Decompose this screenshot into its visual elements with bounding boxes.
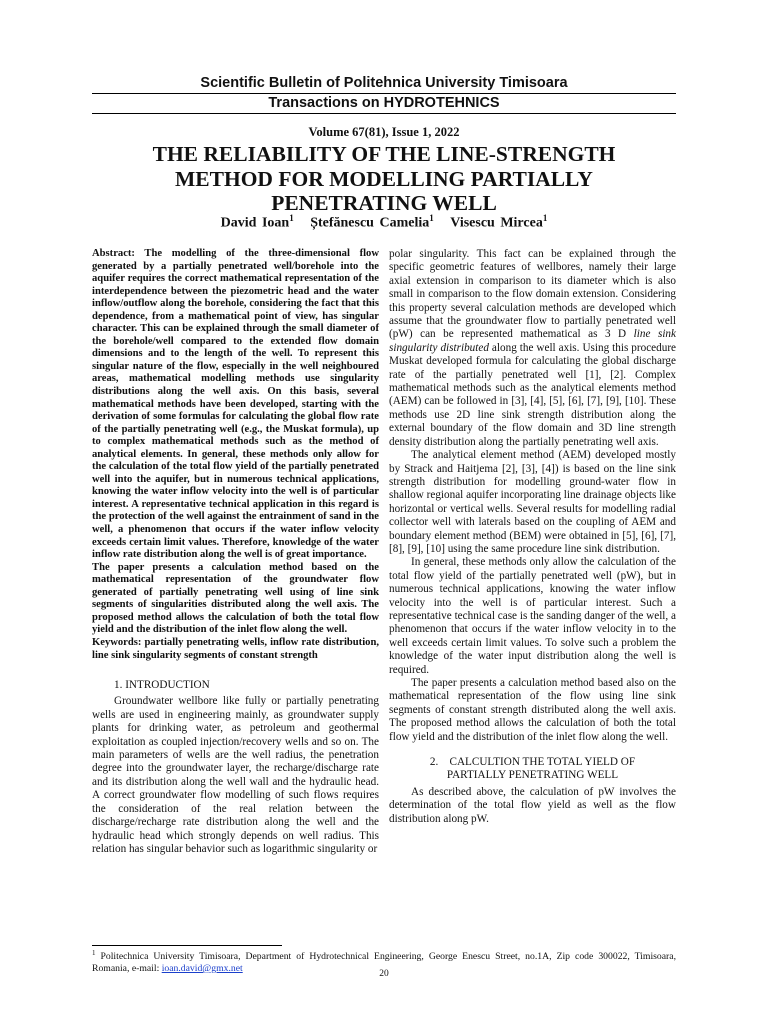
section-heading-total-yield [389,756,676,783]
email-link[interactable]: ioan.david@gmx.net [161,962,243,974]
body-text: along the well axis. Using this procedure Muskat developed formula for calculating the global discharge rate of the partially penetrated well [1], [2]. Complex mathematical methods such as the analytical elements method (AEM) can be followed in [3], [4], [5], [6], [7], [9], [10]. These methods use 2D line sink strength distribution along the external boundary of the flow domain and 3D line strength density distribution along the partially penetrating well axis. [389,341,677,448]
body-paragraph: The paper presents a calculation method based also on the mathematical representation of the flow using line sink segments of constant strength distributed along the well axis. The proposed method allows the calculation of both the total flow yield and the distribution of the inlet flow along the well. [389,677,676,743]
author-name: David Ioan [220,215,290,231]
journal-series: Transactions on HYDROTEHNICS [268,95,500,111]
emphasis-text: line sink singularity distributed [389,328,676,354]
body-paragraph: The analytical element method (AEM) developed mostly by Strack and Haitjema [2], [3], [4]) is based on the line sink strength distribution for modelling ground-water flow in shallow regional aquifer incorporating line drainage objects like horizontal or vertical wells. Several results for modelling radial collector well with laterals based on the coupling of AEM and boundary element method (BEM) were obtained in [5], [6], [7], [8], [9], [10] using the same procedure line sink distribution. [389,449,676,555]
header-divider [92,93,676,94]
author-affiliation-marker: 1 [289,213,294,223]
body-paragraph [389,248,676,449]
author-list [0,213,768,232]
header-divider-bottom [92,113,676,114]
author-name: Ștefănescu Camelia [310,215,430,231]
abstract-paragraph: The paper presents a calculation method based on the mathematical representation of the groundwater flow generated of partially penetrating well using of line sink segments of singularities distributed along the well axis. The proposed method allows the calculation of both the total flow yield and the distribution of the inlet flow along the well. [92,561,379,636]
section-heading-introduction: 1. INTRODUCTION [114,679,210,692]
footnote-text: Politechnica University Timisoara, Department of Hydrotechnical Engineering, George Enescu Street, no.1A, Zip code 300022, Timisoara, Romania, e-mail: [92,951,676,974]
body-text: polar singularity. This fact can be explained through the specific geometric features of wellbores, namely their large axial extension in comparison to its diameter which is also small in comparison to the flow domain extension. Considering this property several calculation methods are developed which assume that the groundwater flow to partially penetrated well (pW) can be represented mathematical as 3 D [389,248,676,341]
body-paragraph: In general, these methods only allow the calculation of the total flow yield of the partially penetrated well (pW), but in numerous technical applications, knowing the water inflow velocity into the well is of particular interest. Such a representative technical case is the sanding danger of the well, a phenomenon that occurs if the water inflow velocity in to the well exceeds certain limit values. To solve such a problem the knowledge of the water input distribution along the well is required. [389,556,676,676]
abstract [92,248,379,637]
author-affiliation-marker: 1 [429,213,434,223]
keywords: Keywords: partially penetrating wells, inflow rate distribution, line sink singularity segments of constant strength [92,636,379,661]
body-paragraph: Groundwater wellbore like fully or partially penetrating wells are used in engineering mainly, as groundwater supply plants for drinking water, as petroleum and geothermal exploitation as coupled injection/recovery wells and so on. The main parameters of wells are the well radius, the penetration degree into the groundwater layer, the recharge/discharge rate and its distribution along the well wall and the hydraulic head. A correct groundwater flow modelling of such flows requires the consideration of the real relation between the discharge/recharge rate distribution along the well and the hydraulic head which strongly depends on well radius. This relation has singular behavior such as logarithmic singularity or [92,695,379,855]
footnote-marker: 1 [92,949,96,957]
author-name: Visescu Mircea [450,215,543,231]
section-heading-line: PARTIALLY PENETRATING WELL [446,769,619,782]
right-column [389,248,676,826]
journal-name: Scientific Bulletin of Politehnica University Timisoara [200,75,568,91]
paper-title: THE RELIABILITY OF THE LINE-STRENGTH METHOD FOR MODELLING PARTIALLY PENETRATING WELL [152,142,616,215]
footnote-divider [92,945,282,946]
abstract-paragraph: Abstract: The modelling of the three-dimensional flow generated by a partially penetrated well/borehole into the aquifer requires the correct mathematical representation of the interdependence between the piezometric head and the water inflow/outflow along the borehole, considering the fact that this dependence, from a mathematical point of view, has singular character. This can be explained through the small diameter of the borehole/well compared to the extended flow domain dimensions and to the length of the well. To represent this singular nature of the flow, especially in the well neighboured areas, mathematical modelling methods use singularity distributions along the well axis. On this basis, several mathematical methods have been developed, starting with the derivation of some formulas for calculating the global flow rate of the partially penetrating well (e.g., the Muskat formula), up to complex mathematical methods such as the method of analytical elements. In general, these methods only allow for the calculation of the total flow yield of the partially penetrated well into the aquifer, but in numerous technical applications, knowing the water inflow velocity into the well is of particular interest. A representative technical application in this regard is the protection of the well against the entrainment of sand in the well, a phenomenon that occurs if the water inflow velocity exceeds certain limit values. Therefore, knowledge of the water inflow rate distribution along the well is of great importance. [92,248,379,561]
body-paragraph: As described above, the calculation of pW involves the determination of the total flow yield as well as the flow distribution along pW. [389,785,676,825]
volume-issue: Volume 67(81), Issue 1, 2022 [308,125,460,139]
author-affiliation-marker: 1 [542,213,548,223]
section-heading-line: 2. CALCULTION THE TOTAL YIELD OF [429,756,636,769]
left-column [92,248,379,856]
page-number: 20 [379,969,389,979]
